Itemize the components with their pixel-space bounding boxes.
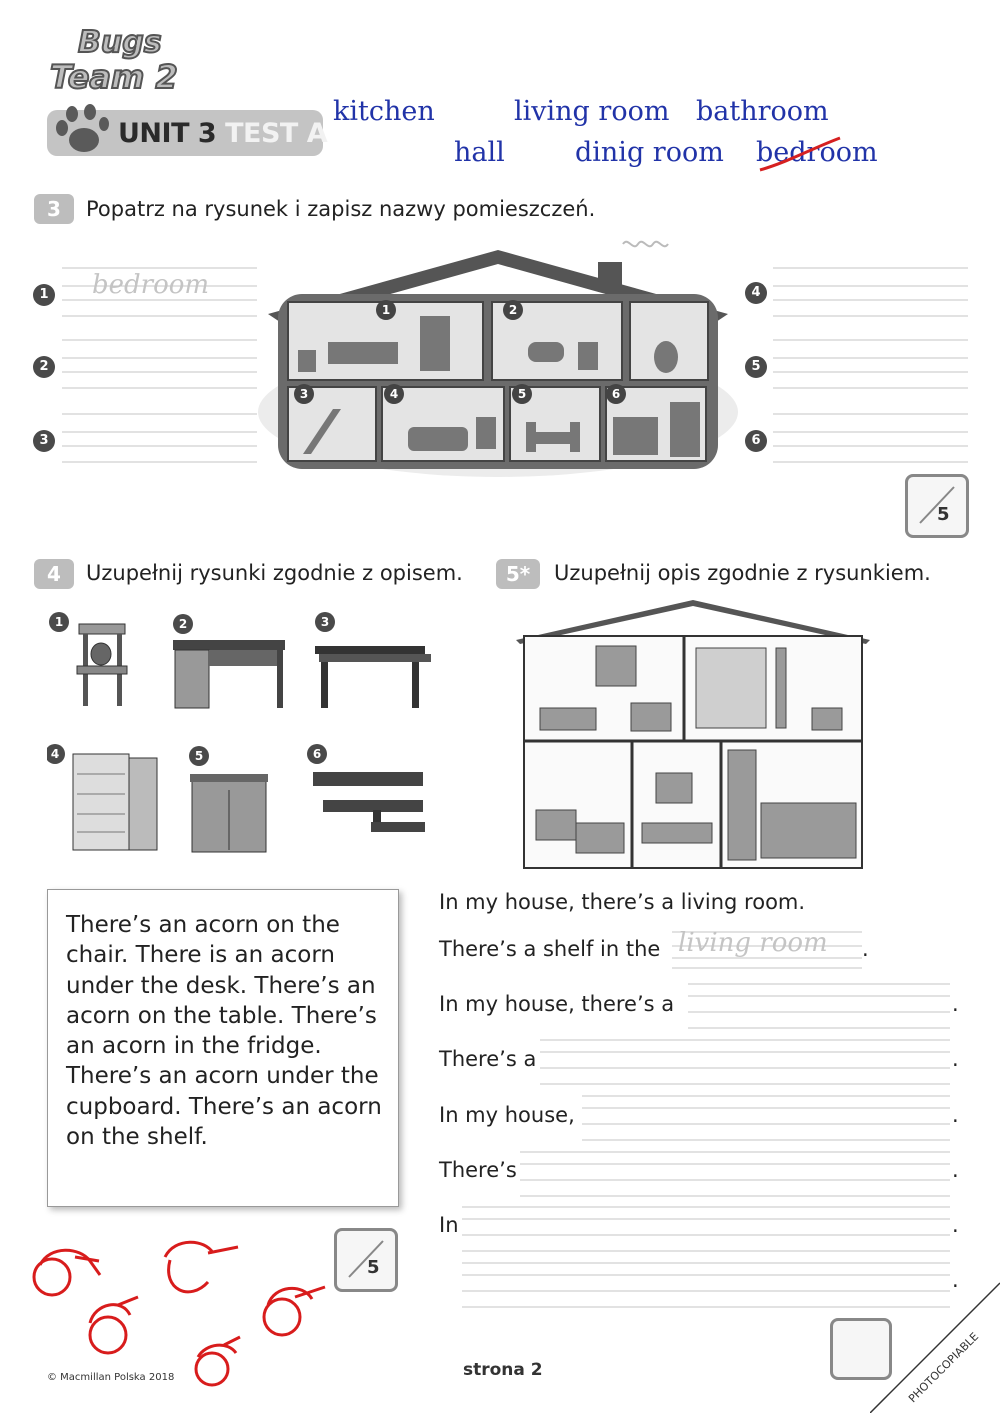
word-living-room: living room: [514, 96, 670, 127]
exercise-4-instruction: Uzupełnij rysunki zgodnie z opisem.: [86, 561, 463, 585]
score-ex3: 5: [937, 504, 950, 525]
svg-text:4: 4: [50, 747, 60, 761]
shelf-picture: [313, 772, 425, 832]
cupboard-picture: [190, 774, 268, 852]
answer-line-6[interactable]: [520, 1150, 950, 1198]
sentence-4-period: .: [952, 1047, 959, 1071]
svg-text:2: 2: [508, 303, 518, 317]
table-picture: [315, 646, 431, 708]
exercise-4-number: 4: [34, 559, 74, 589]
paw-icon: [50, 102, 110, 158]
label-1: 1: [33, 284, 55, 306]
answer-line-3[interactable]: [688, 982, 950, 1030]
word-hall: hall: [454, 137, 505, 168]
description-text: There’s an acorn on the chair. There is an acorn under the desk. There’s an acorn on the table. There’s an acorn in the fridge. There’s an acorn under the cupboard. There’s an acorn on the shelf.: [66, 912, 382, 1151]
fridge-picture: [73, 754, 157, 850]
word-bathroom: bathroom: [696, 96, 829, 127]
sentence-2-period: .: [862, 937, 869, 961]
example-answer: bedroom: [92, 270, 210, 300]
logo-line2: Team 2: [50, 58, 178, 96]
label-5: 5: [745, 356, 767, 378]
unit-title: [118, 118, 327, 149]
sentence-4: There’s a: [439, 1047, 537, 1071]
sentence-8-period: .: [952, 1268, 959, 1292]
score-slash-ex4: [337, 1231, 395, 1289]
photocopiable-label: PHOTOCOPIABLE: [906, 1330, 982, 1406]
label-6: 6: [745, 430, 767, 452]
sentence-7-period: .: [952, 1213, 959, 1237]
logo-line1: Bugs: [78, 25, 162, 60]
svg-text:6: 6: [611, 387, 621, 401]
svg-text:3: 3: [299, 387, 309, 401]
svg-text:3: 3: [320, 615, 330, 629]
svg-text:1: 1: [381, 303, 391, 317]
word-kitchen: kitchen: [333, 96, 435, 127]
svg-text:6: 6: [312, 747, 322, 761]
sentence-3: In my house, there’s a: [439, 992, 675, 1016]
furniture-pictures[interactable]: [47, 610, 437, 860]
copyright: © Macmillan Polska 2018: [47, 1372, 175, 1383]
test-label: TEST A: [225, 118, 328, 149]
sentence-3-period: .: [952, 992, 959, 1016]
svg-text:5: 5: [194, 749, 204, 763]
svg-text:2: 2: [178, 617, 188, 631]
answer-line-4[interactable]: [540, 1038, 950, 1086]
sentence-5-period: .: [952, 1103, 959, 1127]
label-2: 2: [33, 356, 55, 378]
exercise-5-number: 5*: [496, 559, 540, 589]
sentence-2-answer: living room: [678, 928, 828, 958]
exercise-5-instruction: Uzupełnij opis zgodnie z rysunkiem.: [554, 561, 931, 585]
bugs-team-logo: [48, 22, 198, 97]
photocopiable-corner: [870, 1280, 1000, 1413]
strike-mark: [758, 134, 848, 174]
exercise-3-number: 3: [34, 194, 74, 224]
label-3: 3: [33, 430, 55, 452]
svg-text:5: 5: [517, 387, 527, 401]
answer-line-5[interactable]: [582, 1094, 950, 1142]
unit-label: UNIT 3: [118, 118, 217, 149]
sentence-2: There’s a shelf in the: [439, 937, 661, 961]
sentence-6-period: .: [952, 1158, 959, 1182]
chair-picture: [77, 624, 127, 706]
exercise-3-instruction: Popatrz na rysunek i zapisz nazwy pomieszczeń.: [86, 197, 596, 221]
svg-text:4: 4: [389, 387, 399, 401]
hand-drawn-acorns: [20, 1235, 330, 1395]
score-ex4: 5: [367, 1257, 380, 1278]
desk-picture: [173, 640, 285, 708]
sentence-6: There’s: [439, 1158, 517, 1182]
answer-lines-right[interactable]: [773, 262, 968, 472]
sentence-5: In my house,: [439, 1103, 575, 1127]
word-dining-room: dinig room: [575, 137, 724, 168]
page-number: strona 2: [463, 1360, 543, 1380]
sentence-1: In my house, there’s a living room.: [439, 890, 806, 914]
sentence-7: In: [439, 1213, 459, 1237]
house-illustration: [258, 232, 738, 477]
house-illustration-2: [516, 598, 870, 870]
svg-text:1: 1: [54, 615, 64, 629]
label-4: 4: [745, 282, 767, 304]
word-bedroom: bedroom: [756, 137, 878, 168]
